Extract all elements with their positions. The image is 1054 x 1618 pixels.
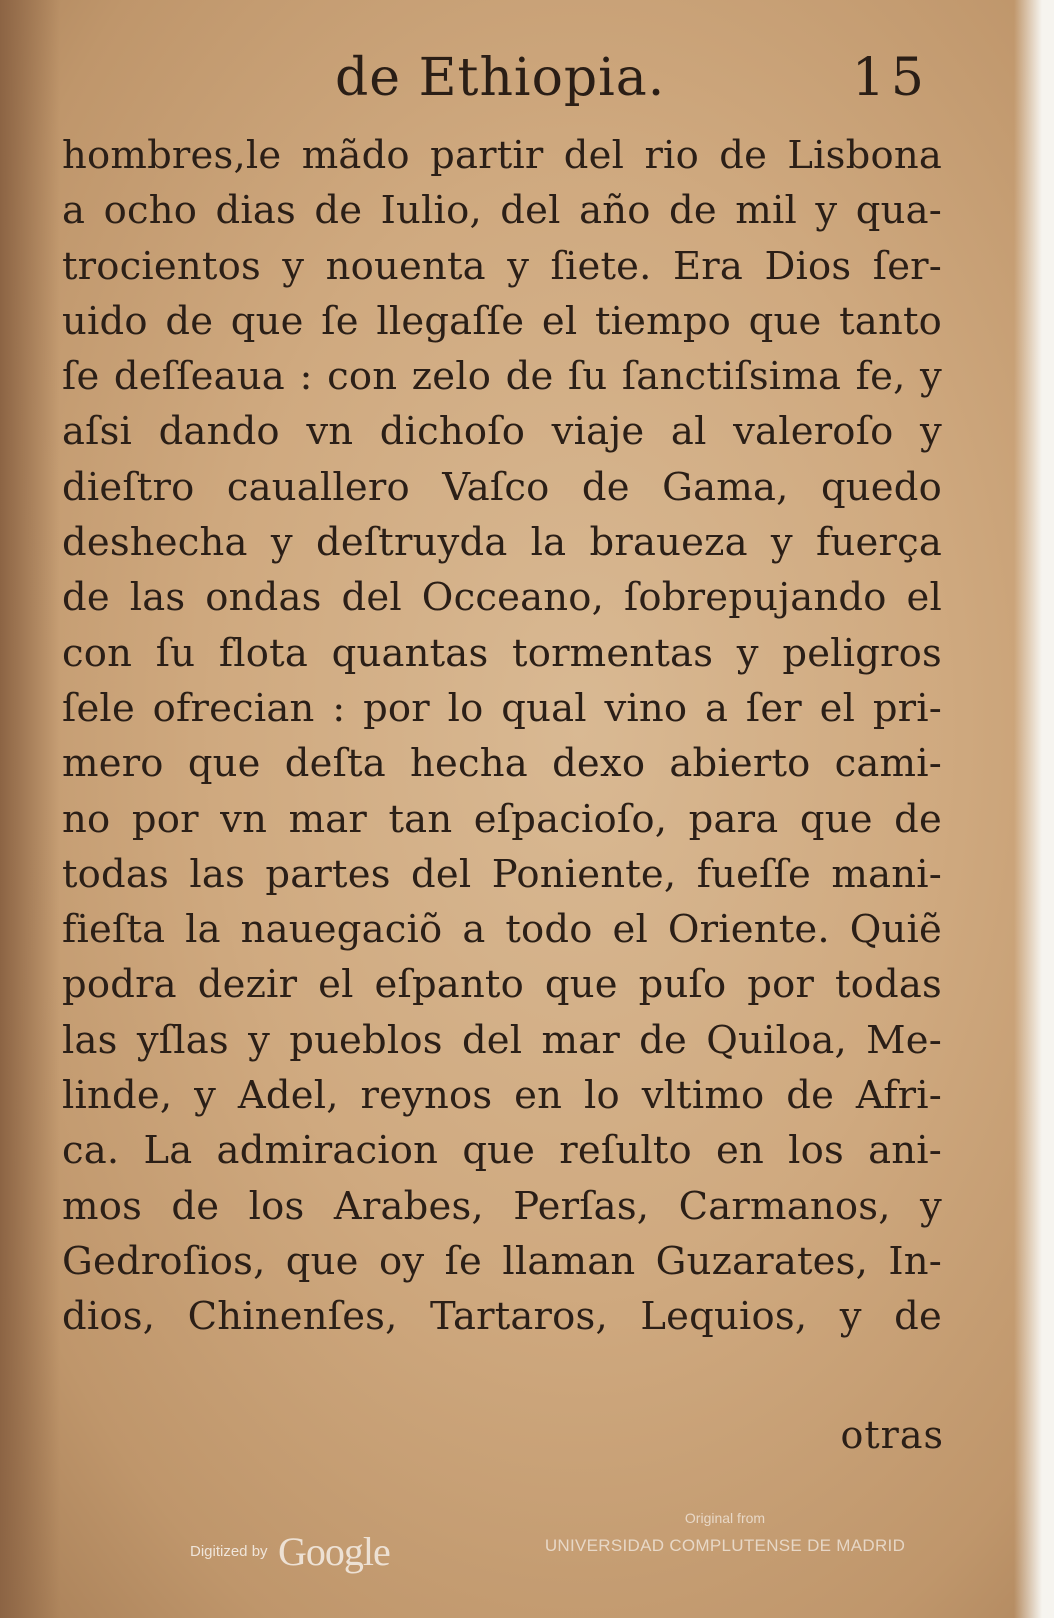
text-line: todas las partes del Poniente, fueſſe mani- (62, 851, 942, 897)
digitized-label: Digitized by (190, 1543, 268, 1560)
library-name: UNIVERSIDAD COMPLUTENSE DE MADRID (544, 1536, 906, 1555)
text-line: linde, y Adel, reynos en lo vltimo de Afri- (62, 1073, 942, 1119)
text-line: ſe deſſeaua : con zelo de ſu ſanctiſsima fe, y (62, 354, 942, 400)
text-line: mero que deſta hecha dexo abierto cami- (62, 741, 942, 787)
text-line: deshecha y deſtruyda la braueza y fuerça (62, 520, 942, 566)
text-line: dieſtro cauallero Vaſco de Gama, quedo (62, 464, 942, 510)
text-line: dios, Chinenſes, Tartaros, Lequios, y de (62, 1294, 942, 1340)
body-text (62, 128, 942, 1345)
text-line: Gedroſios, que oy ſe llaman Guzarates, In- (62, 1238, 942, 1284)
original-from-label: Original from (684, 1510, 766, 1526)
text-line: con ſu flota quantas tormentas y peligros (62, 630, 942, 676)
catchword: otras (840, 1413, 944, 1457)
text-line: a ocho dias de Iulio, del año de mil y qua- (62, 188, 942, 234)
page-number: 15 (851, 48, 930, 108)
text-line: mos de los Arabes, Perſas, Carmanos, y (62, 1183, 942, 1229)
text-line: las yſlas y pueblos del mar de Quiloa, Me- (62, 1017, 942, 1063)
text-line: podra dezir el eſpanto que puſo por todas (62, 962, 942, 1008)
text-line: aſsi dando vn dichoſo viaje al valeroſo y (62, 409, 942, 455)
text-line: no por vn mar tan eſpacioſo, para que de (62, 796, 942, 842)
text-line: trocientos y nouenta y ſiete. Era Dios ſer- (62, 243, 942, 289)
google-logo: Google (278, 1529, 390, 1574)
digitized-by-watermark (190, 1528, 390, 1575)
text-line: ca. La admiracion que reſulto en los ani- (62, 1128, 942, 1174)
page-header (60, 48, 940, 128)
source-library-watermark (525, 1510, 925, 1556)
text-line: ſele ofrecian : por lo qual vino a ſer el pri- (62, 685, 942, 731)
text-line: de las ondas del Occeano, ſobrepujando el (62, 575, 942, 621)
running-title: de Ethiopia. (335, 48, 666, 108)
text-line: fieſta la nauegaciõ a todo el Oriente. Quiẽ (62, 907, 942, 953)
text-line: hombres,le mãdo partir del rio de Lisbona (62, 133, 942, 178)
text-line: uido de que ſe llegaſſe el tiempo que tanto (62, 298, 942, 344)
